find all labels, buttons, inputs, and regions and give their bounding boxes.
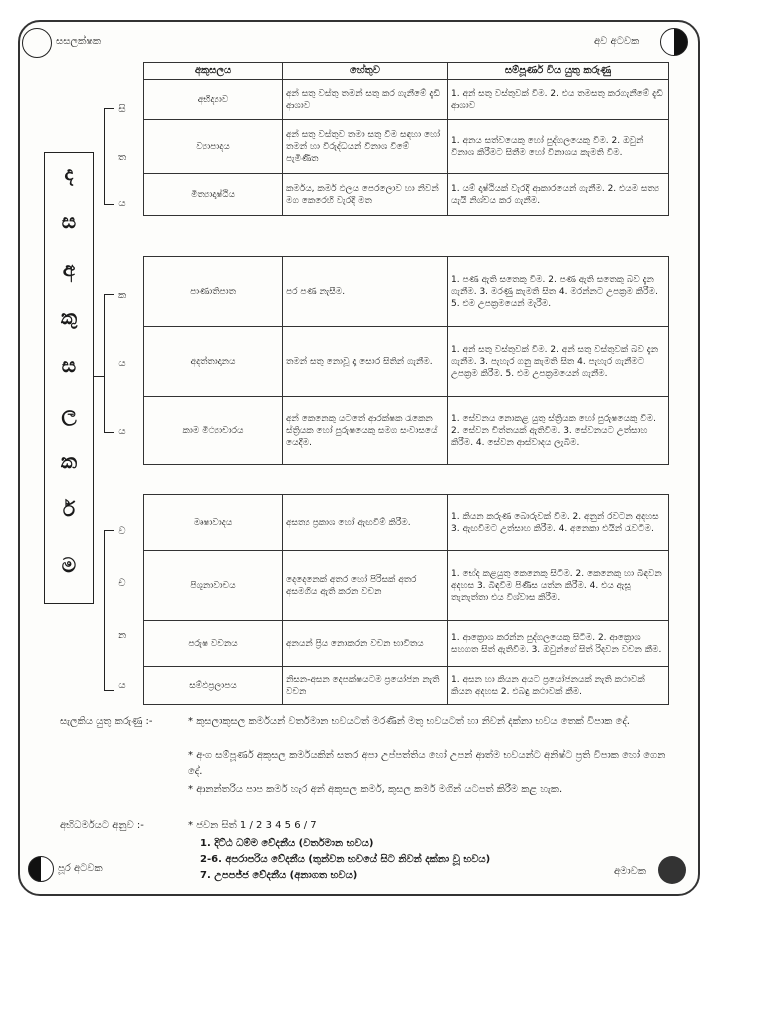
side-label: ච	[118, 578, 126, 589]
header-akusala: අකුසලය	[144, 63, 283, 80]
title-char: ස	[61, 353, 77, 377]
note-text: අංග සම්පූර්ණ අකුසල කර්මයකින් සතර අපා උප්පත්තිය හෝ උපන් ආත්ම භවයන්ට අනිෂ්ට ප්‍රති විපාක හෝ ගෙන දේ.	[188, 750, 666, 777]
side-label: න	[117, 630, 127, 641]
title-char: ම	[61, 553, 77, 577]
note-item	[188, 748, 678, 780]
title-char: ස	[61, 209, 77, 233]
akusala-conditions: 1. අන් සතු වස්තුවක් වීම. 2. එය තමසතු කරගැනීමේ දැඩි ආශාව	[448, 80, 669, 120]
akusala-cause: පර පණ නැසීම.	[283, 257, 448, 327]
footer-right-label: අමාවක	[614, 866, 646, 877]
title-char: ද	[64, 161, 74, 185]
header-conditions: සම්පූර්ණ විය යුතු කරුණු	[448, 63, 669, 80]
abhidharma-heading: අභිධර්මයට අනුව :-	[60, 820, 144, 831]
brace-connector	[94, 376, 104, 378]
akusala-name: මිත්‍යාදෘෂ්ඨිය	[144, 174, 283, 216]
side-label: ත	[117, 152, 127, 163]
akusala-table-group1	[143, 62, 669, 216]
akusala-name: පිශුනාවාචය	[144, 551, 283, 621]
title-char: කු	[60, 305, 78, 329]
vedaniya-line: 1. දිට්ඨ ධම්ම වේදනීය (වර්තමාන භවය)	[200, 838, 374, 849]
akusala-conditions: 1. පණ ඇති සතෙකු වීම. 2. පණ ඇති සතෙකු බව දැන ගැනීම. 3. මරණු කැමති සිත 4. මරන්නට උපක්‍රම කිරීම. 5. එම උපක්‍රමයෙන් මැරීම.	[448, 257, 669, 327]
new-moon-icon	[658, 856, 686, 884]
table-row	[144, 120, 669, 174]
footer-left-label: පූර අටවක	[58, 863, 103, 874]
side-label: ය	[118, 680, 126, 691]
akusala-table-group2	[143, 256, 669, 465]
table-row	[144, 621, 669, 667]
note-text: ආනන්තරිය පාප කර්ම හැර අන් අකුසල කර්ම, කුසල කර්ම මගින් යටපත් කිරීම කළ හැක.	[196, 784, 563, 795]
akusala-cause: අන් සතු වස්තු තමන් සතු කර ගැනීමේ දැඩි ආශාව	[283, 80, 448, 120]
akusala-name: පාණාතිපාත	[144, 257, 283, 327]
brace-tick	[104, 690, 114, 691]
javana-line	[188, 818, 488, 834]
akusala-conditions: 1. අනය සත්වයෙකු හෝ පුද්ගලයෙකු වීම. 2. ඔවුන් විනාශ කිරීමට සිතීම හෝ විනාශය කැමති වීම.	[448, 120, 669, 174]
akusala-name: අදත්තාදානය	[144, 327, 283, 397]
side-label: ය	[118, 358, 126, 369]
header-cause: හේතුව	[283, 63, 448, 80]
akusala-name: මෘෂාවාදය	[144, 495, 283, 551]
javana-text: ජවන සිත් 1 / 2 3 4 5 6 / 7	[196, 820, 317, 831]
table-row	[144, 174, 669, 216]
akusala-conditions: 1. යම් දෘෂ්ඨියක් වැරදි ආකාරයෙන් ගැනීම. 2. එයම සත්‍ය යැයි නිශ්චය කර ගැනීම.	[448, 174, 669, 216]
akusala-conditions: 1. භේද කළයුතු කෙනෙකු සිටීම. 2. කෙනෙකු හා බිඳවන අදහස 3. බිඳවීම පිණිස යත්න කිරීම. 4. එය ඇසූ තැනැත්තා එය විශ්වාස කිරීම.	[448, 551, 669, 621]
akusala-name: සම්ඵප්‍රලාපය	[144, 667, 283, 705]
table-row	[144, 495, 669, 551]
bullet-star: *	[188, 820, 197, 831]
brace-tick	[104, 204, 114, 205]
note-item	[188, 782, 678, 798]
side-label: සි	[118, 104, 126, 115]
group3-brace	[104, 530, 105, 690]
akusala-conditions: 1. ආක්‍රොශ කරන්න පුද්ගලයෙකු සිටීම. 2. ආක්‍රොශ සහගත සිත් ඇතිවීම. 3. ඔවුන්ගේ සිත් රිදවන වචන කීම.	[448, 621, 669, 667]
table-row	[144, 327, 669, 397]
brace-tick	[104, 294, 114, 295]
notes-heading: සැලකිය යුතු කරුණු :-	[60, 716, 153, 727]
akusala-conditions: 1. කියන කරුණ බොරුවක් වීම. 2. අනුන් රවටන අදහස 3. ඇඟවීමට උත්සාහ කිරීම. 4. අනෙකා එයින් රැවටීම.	[448, 495, 669, 551]
half-moon-icon	[660, 28, 688, 56]
vedaniya-line: 2-6. අපරාපරිය වේදනීය (තුන්වන භවයේ සිට නිවන් දක්නා වූ භවය)	[200, 854, 491, 865]
akusala-conditions: 1. අන් සතු වස්තුවක් වීම. 2. අන් සතු වස්තුවක් බව දැන ගැනීම. 3. පැහැර ගනු කැමති සිත 4. පැහැර ගැනීමට උපක්‍රම කිරීම. 5. එම උපක්‍රමයෙන් ගැනීම.	[448, 327, 669, 397]
header-right-label: අව අටවක	[594, 36, 640, 47]
title-char: ක	[60, 449, 78, 473]
table-row	[144, 397, 669, 465]
title-char: ල	[61, 401, 77, 425]
akusala-cause: අනයන් ප්‍රිය නොකරන වචන භාවිතය	[283, 621, 448, 667]
side-label: ක	[117, 290, 127, 301]
brace-tick	[104, 432, 114, 433]
table-row	[144, 667, 669, 705]
akusala-cause: අසත්‍ය ප්‍රකාශ හෝ ඇඟවීම් කිරීම.	[283, 495, 448, 551]
note-item	[188, 714, 678, 730]
akusala-cause: අන් සතු වස්තුව තමා සතු වීම සඳහා හෝ තමන් හා විරුද්ධයන් විනාශ වීමේ පැමිණිත	[283, 120, 448, 174]
brace-tick	[104, 108, 114, 109]
title-char: ර්	[62, 497, 76, 521]
table-row	[144, 80, 669, 120]
table-row	[144, 551, 669, 621]
bullet-star: *	[188, 750, 197, 761]
waxing-moon-icon	[28, 856, 54, 882]
akusala-cause: අන් කෙනෙකු යටතේ ආරක්ෂක රැකෙන ස්ත්‍රියක හෝ පුරුෂයෙකු සමග සංවාසයේ යෙදීම.	[283, 397, 448, 465]
note-text: කුසලාකුසල කර්මයන් වර්තමාන භවයටත් මරණින් මතු භවයටත් හා නිවන් දක්නා භවය තෙක් විපාක දේ.	[196, 716, 630, 727]
bullet-star: *	[188, 716, 197, 727]
akusala-cause: දෙදෙනෙක් අතර හෝ පිරිසක් අතර අසමගිය ඇති කරන වචන	[283, 551, 448, 621]
side-label: ය	[118, 198, 126, 209]
akusala-name: පරුෂ වචනය	[144, 621, 283, 667]
title-char: අ	[62, 257, 76, 281]
akusala-cause: නිසන-අසන දෙපක්ෂයටම ප්‍රයෝජන නැති වචන	[283, 667, 448, 705]
akusala-name: අභිද්‍යාව	[144, 80, 283, 120]
group2-brace	[104, 294, 105, 432]
table-row	[144, 257, 669, 327]
bullet-star: *	[188, 784, 197, 795]
akusala-conditions: 1. අසන හා කියන අයට ප්‍රයෝජනයක් නැති කථාවක් කියන අදහස 2. එබඳු කථාවක් කීම.	[448, 667, 669, 705]
vedaniya-line: 7. උපපජ්ජ වේදනීය (අනාගත භවය)	[200, 870, 358, 881]
akusala-name: ව්‍යාපාදය	[144, 120, 283, 174]
brace-tick	[104, 530, 114, 531]
vertical-title-box	[44, 152, 94, 604]
side-label: ය	[118, 426, 126, 437]
akusala-name: කාම මිථ්‍යාචාරය	[144, 397, 283, 465]
header-left-label: සසලක්ෂක	[56, 36, 102, 47]
full-moon-icon	[22, 28, 52, 58]
side-label: ව	[118, 526, 126, 537]
akusala-cause: තමන් සතු නොවූ දෑ සොර සිතින් ගැනීම.	[283, 327, 448, 397]
akusala-table-group3	[143, 494, 669, 705]
akusala-cause: කර්මය, කර්ම ඵලය පෙරලොව හා නිවන් මග කෙරෙහි වැරදි මත	[283, 174, 448, 216]
group1-brace	[104, 108, 105, 204]
akusala-conditions: 1. සේවනය නොකළ යුතු ස්ත්‍රියක හෝ පුරුෂයෙකු වීම. 2. සේවන චිත්තයක් ඇතිවීම. 3. සේවනයට උත්සාහ කිරීම. 4. සේවන ආස්වාදය ලැබීම.	[448, 397, 669, 465]
